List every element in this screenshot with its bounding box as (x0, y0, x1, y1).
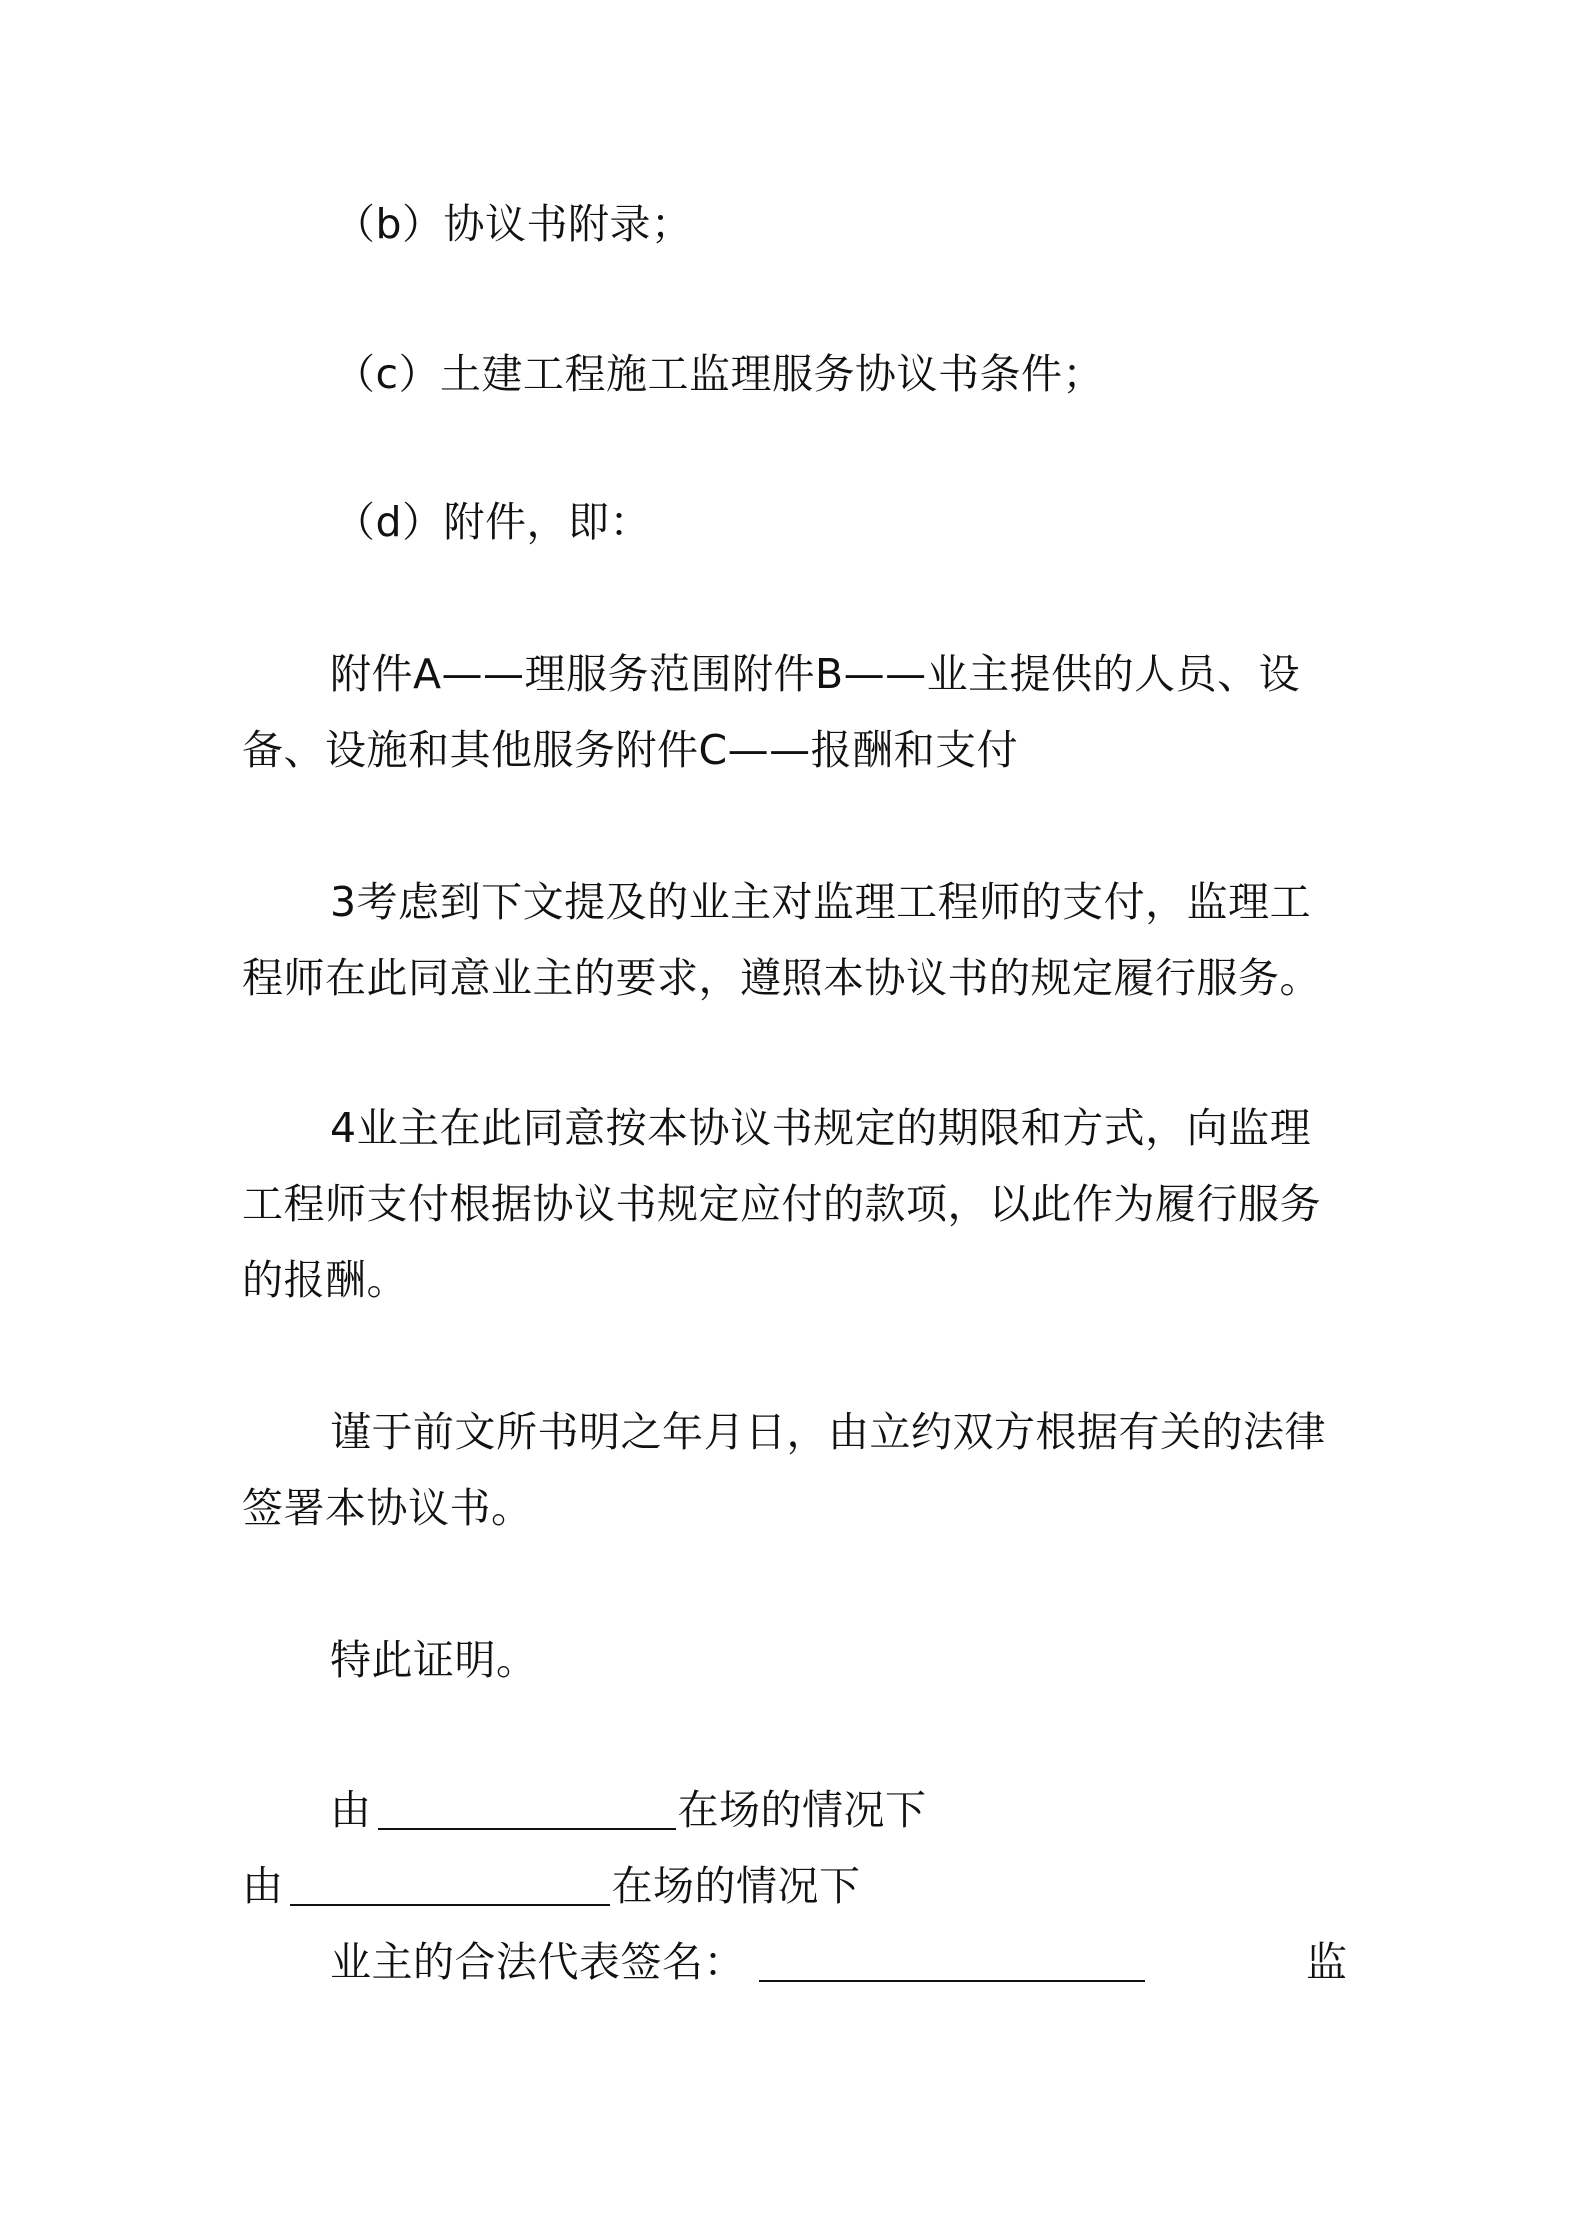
witness-2-prefix: 由 (242, 1862, 284, 1910)
clause-4-line-1: 4业主在此同意按本协议书规定的期限和方式，向监理 (330, 1104, 1312, 1152)
witness-sign-line-2 (242, 1862, 861, 1910)
item-b: （b）协议书附录； (334, 200, 693, 248)
closing-line-1: 谨于前文所书明之年月日，由立约双方根据有关的法律 (330, 1408, 1326, 1456)
clause-4-line-3: 的报酬。 (242, 1256, 408, 1304)
witness-2-blank[interactable] (290, 1870, 610, 1906)
witness-statement: 特此证明。 (330, 1636, 538, 1684)
witness-sign-line-1 (330, 1786, 927, 1834)
annex-line-2: 备、设施和其他服务附件C——报酬和支付 (242, 726, 1019, 774)
owner-signature-label: 业主的合法代表签名： (330, 1938, 745, 1986)
annex-line-1: 附件A——理服务范围附件B——业主提供的人员、设 (330, 650, 1301, 698)
item-d: （d）附件，即： (334, 498, 652, 546)
clause-3-line-2: 程师在此同意业主的要求，遵照本协议书的规定履行服务。 (242, 954, 1321, 1002)
clause-3-line-1: 3考虑到下文提及的业主对监理工程师的支付，监理工 (330, 878, 1312, 926)
witness-1-prefix: 由 (330, 1786, 372, 1834)
clause-4-line-2: 工程师支付根据协议书规定应付的款项，以此作为履行服务 (242, 1180, 1321, 1228)
witness-1-suffix: 在场的情况下 (677, 1786, 927, 1834)
owner-signature-line (330, 1938, 1145, 1986)
witness-2-suffix: 在场的情况下 (611, 1862, 861, 1910)
owner-signature-blank[interactable] (759, 1946, 1145, 1982)
closing-line-2: 签署本协议书。 (242, 1484, 533, 1532)
supervisor-signature-label: 监 (1306, 1938, 1348, 1986)
witness-1-blank[interactable] (378, 1794, 676, 1830)
item-c: （c）土建工程施工监理服务协议书条件； (334, 350, 1105, 398)
